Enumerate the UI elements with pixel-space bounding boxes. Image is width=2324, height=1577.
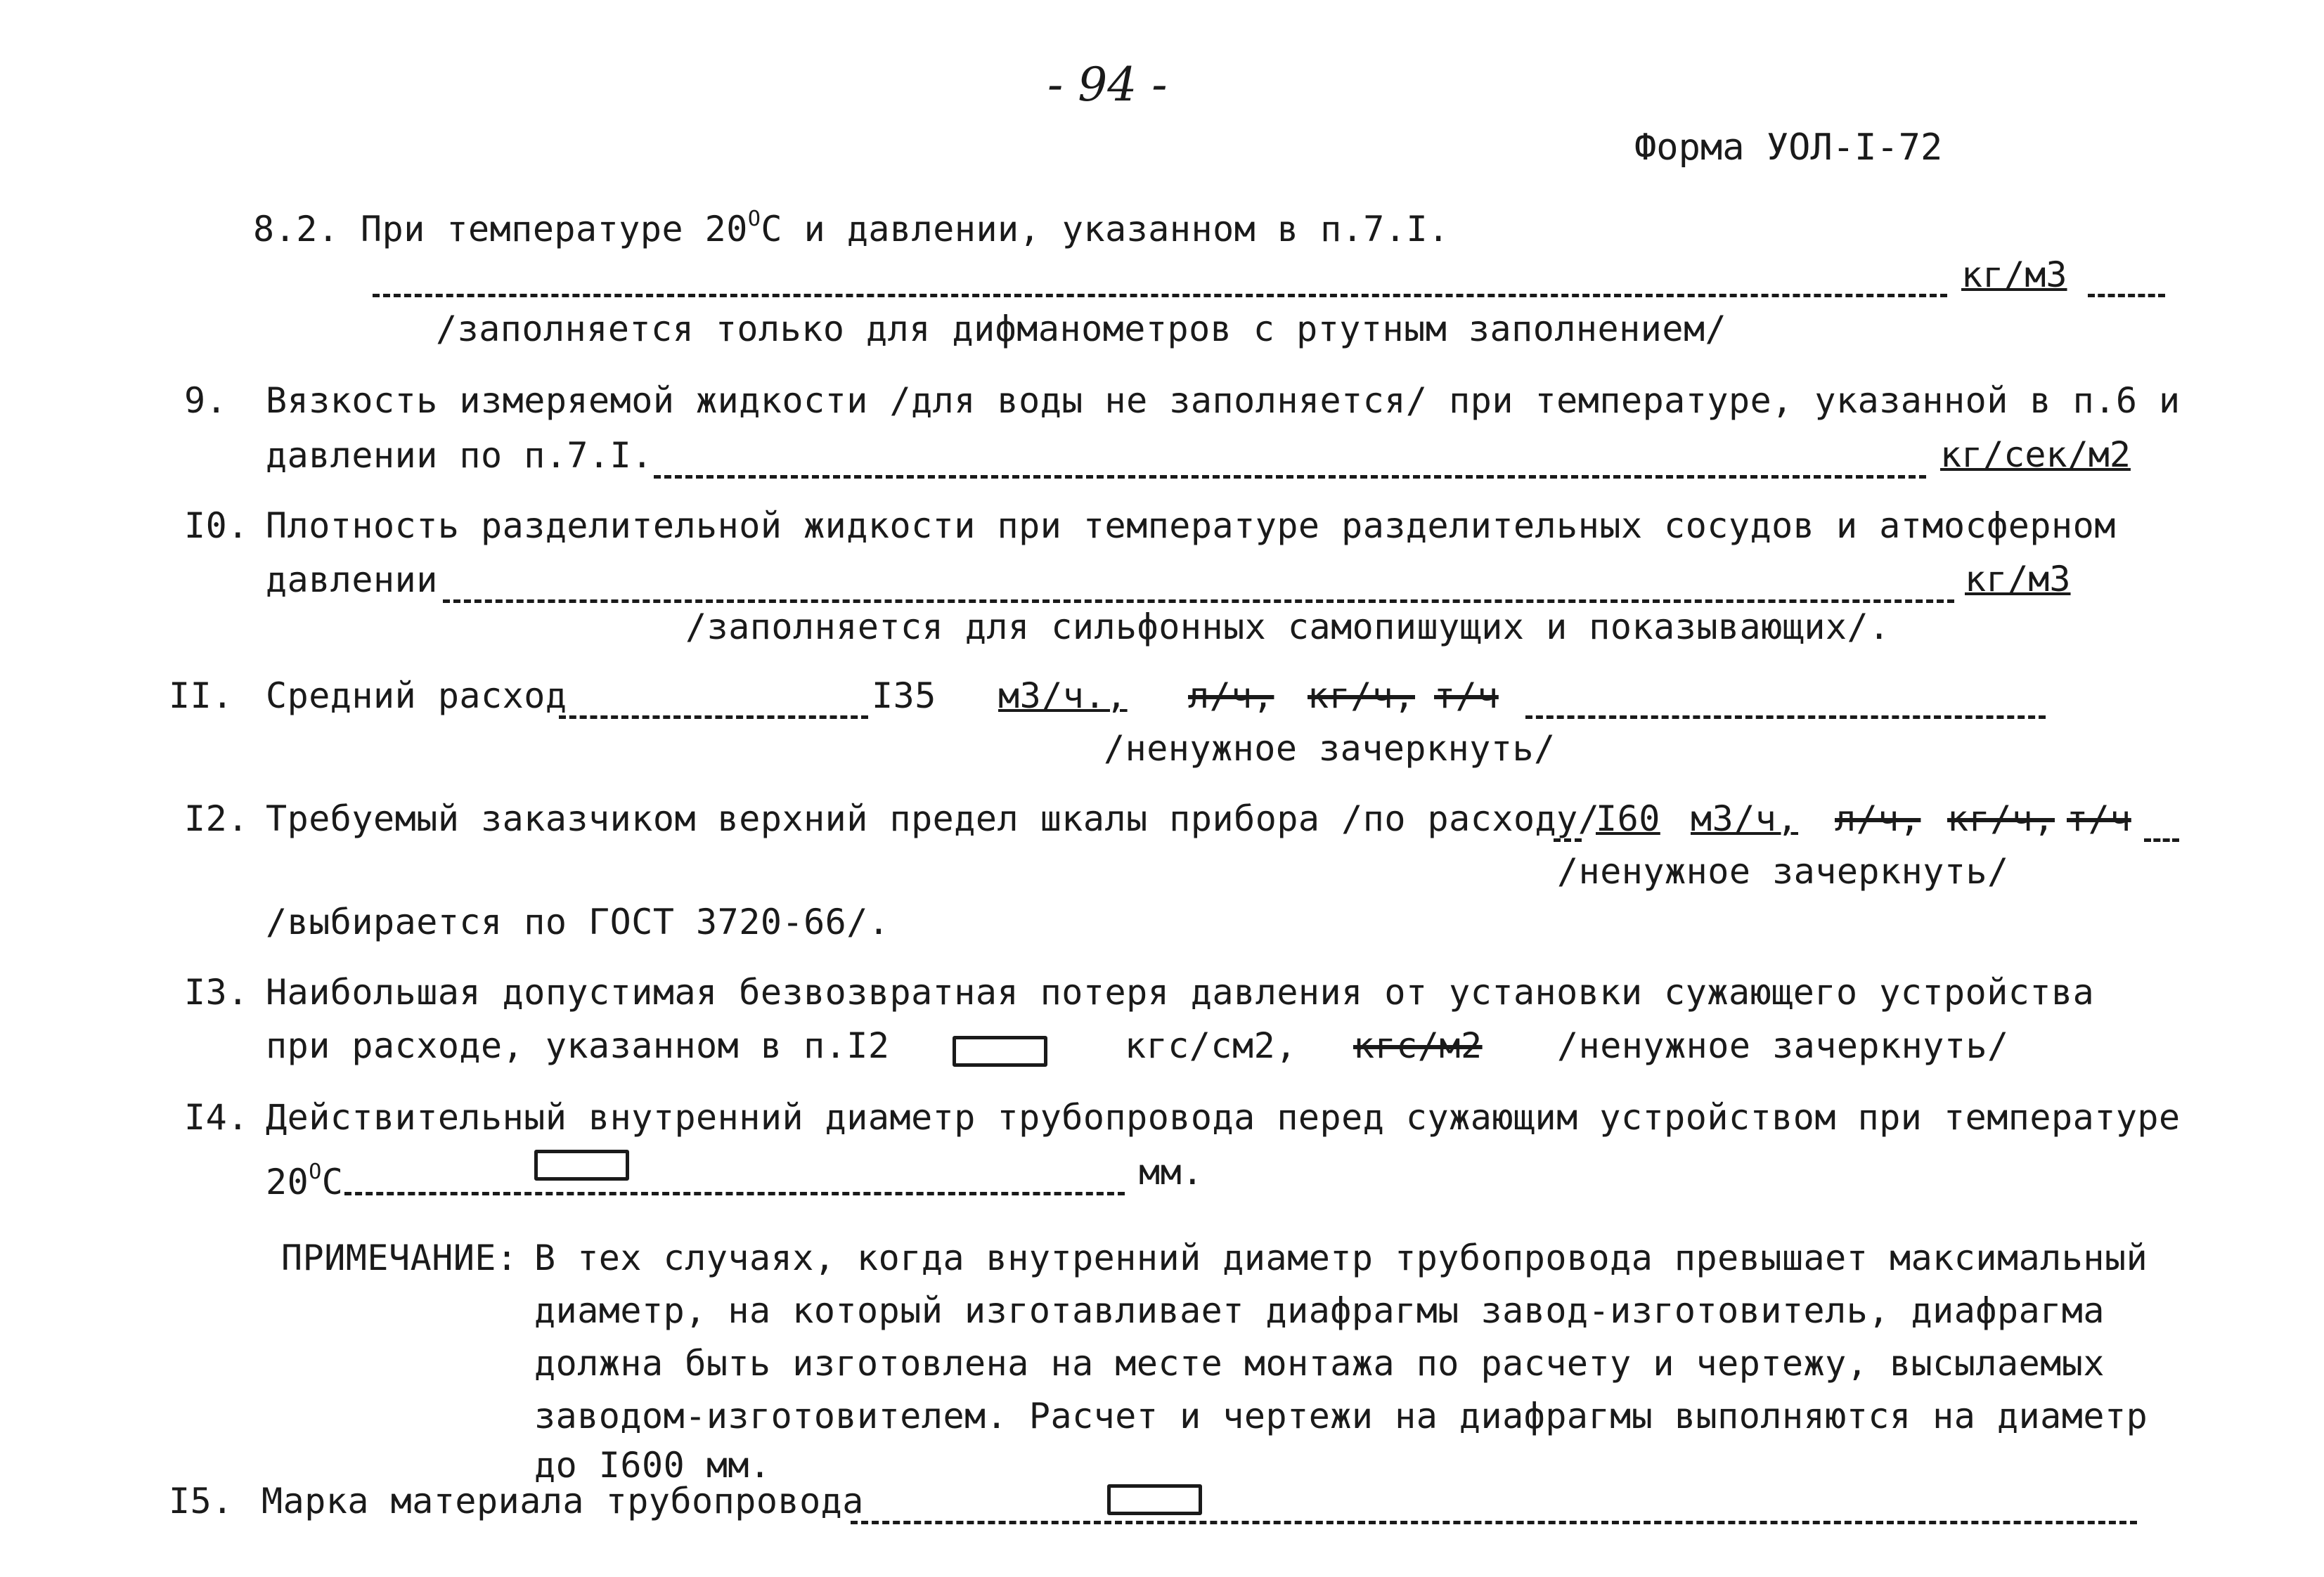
item-11-fill-after — [1525, 715, 2046, 719]
item-10-fill-line[interactable] — [443, 599, 1954, 603]
item-10-line2: давлении — [266, 559, 438, 600]
item-9-line2: давлении по п.7.I. — [266, 435, 653, 476]
item-11-label: Средний расход — [266, 675, 567, 716]
item-10-number: I0. — [184, 505, 249, 546]
item-14-line2: $20^ОС$ — [266, 1160, 344, 1202]
note-line-3: должна быть изготовлена на месте монтажа по расчету и чертежу, высылаемых — [534, 1343, 2105, 1384]
item-13-unit-kept: кгс/см2, — [1125, 1025, 1297, 1066]
item-12-unit-kept: м3/ч, — [1691, 798, 1799, 839]
item-11-unit-struck-3: т/ч — [1434, 675, 1499, 716]
item-8-2-fill-tail — [2088, 294, 2165, 297]
note-line-4: заводом-изготовителем. Расчет и чертежи на диафрагмы выполняются на диаметр — [534, 1396, 2148, 1436]
note-line-2: диаметр, на который изготавливает диафрагмы завод-изготовитель, диафрагма — [534, 1290, 2105, 1331]
form-title: Форма УОЛ-I-72 — [1634, 126, 1943, 169]
item-9-number: 9. — [184, 380, 228, 421]
item-8-2-note: /заполняется только для дифманометров с ртутным заполнением/ — [436, 309, 1727, 349]
item-15-fill-line — [851, 1521, 2137, 1524]
item-11-unit-struck-1: л/ч, — [1188, 675, 1274, 716]
item-14-number: I4. — [184, 1097, 249, 1138]
item-14-unit: мм. — [1139, 1152, 1203, 1193]
item-10-line1: Плотность разделительной жидкости при температуре разделительных сосудов и атмосферном — [266, 505, 2116, 546]
item-9-unit: кг/сек/м2 — [1940, 434, 2131, 475]
page-number: - 94 - — [1047, 58, 1168, 112]
item-12-unit-struck-2: кг/ч, — [1947, 798, 2055, 839]
item-15-label: Марка материала трубопровода — [262, 1481, 864, 1521]
item-13-unit-struck: кгс/м2 — [1353, 1025, 1483, 1066]
item-8-2-fill-line[interactable] — [373, 294, 1947, 297]
item-12-note2: /выбирается по ГОСТ 3720-66/. — [266, 902, 890, 942]
item-11-note: /ненужное зачеркнуть/ — [1104, 728, 1556, 769]
item-14-input-box[interactable] — [534, 1150, 629, 1181]
item-13-line1: Наибольшая допустимая безвозвратная потеря давления от установки сужающего устройства — [266, 972, 2095, 1013]
item-13-input-box[interactable] — [953, 1036, 1047, 1067]
item-12-note: /ненужное зачеркнуть/ — [1557, 851, 2009, 892]
item-15-number: I5. — [169, 1481, 233, 1521]
note-line-1: В тех случаях, когда внутренний диаметр трубопровода превышает максимальный — [534, 1238, 2148, 1278]
item-11-unit-struck-2: кг/ч, — [1308, 675, 1416, 716]
item-11-value[interactable]: I35 — [872, 675, 936, 716]
item-14-line1: Действительный внутренний диаметр трубопровода перед сужающим устройством при температуре — [266, 1097, 2181, 1138]
item-11-number: II. — [169, 675, 233, 716]
item-12-label: Требуемый заказчиком верхний предел шкалы прибора /по расходу/ — [266, 798, 1600, 839]
note-label: ПРИМЕЧАНИЕ: — [281, 1238, 518, 1278]
item-12-unit-struck-1: л/ч, — [1835, 798, 1921, 839]
item-11-unit-kept: м3/ч., — [998, 675, 1128, 716]
item-12-unit-struck-3: т/ч — [2067, 798, 2131, 839]
item-15-input-box[interactable] — [1107, 1484, 1202, 1515]
item-10-unit: кг/м3 — [1965, 559, 2071, 599]
item-14-fill-line — [344, 1192, 1125, 1195]
item-8-2-text: 8.2. При температуре $20^ОС$ и давлении, указанном в п.7.I. — [253, 207, 1450, 249]
item-13-number: I3. — [184, 972, 249, 1013]
item-13-line2: при расходе, указанном в п.I2 — [266, 1025, 890, 1066]
item-11-fill-before — [559, 715, 868, 719]
item-12-fill-before — [1554, 838, 1582, 842]
item-13-note: /ненужное зачеркнуть/ — [1557, 1025, 2009, 1066]
note-line-5: до I600 мм. — [534, 1445, 771, 1486]
item-12-value[interactable]: I60 — [1596, 798, 1660, 839]
item-9-fill-line[interactable] — [654, 475, 1926, 479]
item-12-fill-after — [2144, 838, 2179, 842]
item-9-line1: Вязкость измеряемой жидкости /для воды не заполняется/ при температуре, указанной в п.6 и — [266, 380, 2181, 421]
item-12-number: I2. — [184, 798, 249, 839]
item-10-note: /заполняется для сильфонных самопишущих и показывающих/. — [685, 606, 1890, 647]
item-8-2-unit: кг/м3 — [1961, 254, 2067, 295]
